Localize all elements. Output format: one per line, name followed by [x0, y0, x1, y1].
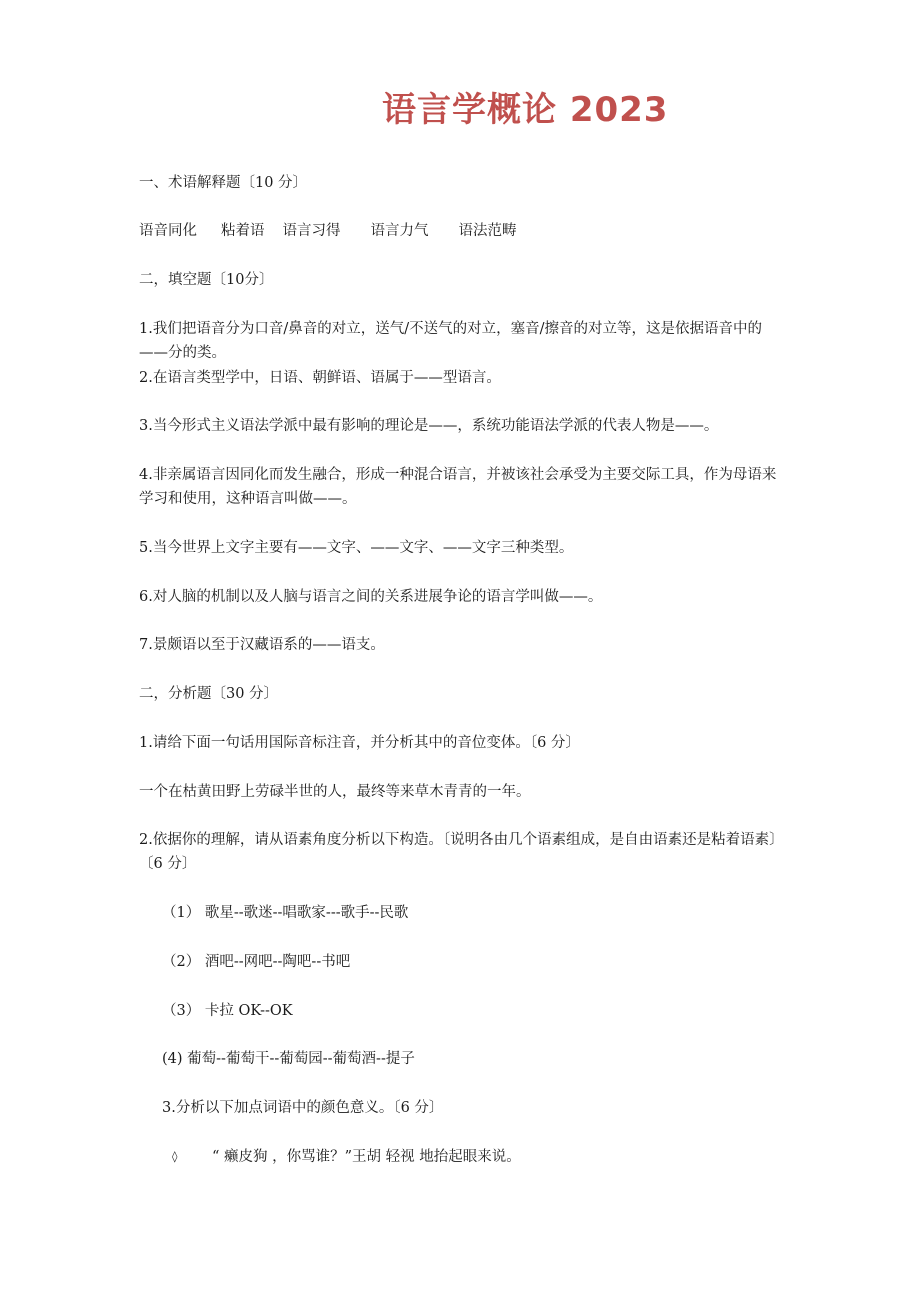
- morpheme-item-3: （3） 卡拉 OK--OK: [162, 1003, 293, 1019]
- analysis-question-2: 2.依据你的理解，请从语素角度分析以下构造。〔说明各由几个语素组成，是自由语素还是粘着语素〕〔6 分〕: [139, 832, 784, 872]
- term-item: 粘着语: [221, 223, 265, 239]
- fill-question-6: 6.对人脑的机制以及人脑与语言之间的关系进展争论的语言学叫做——。: [139, 589, 603, 605]
- section-heading-terms: 一、术语解释题〔10 分〕: [139, 175, 308, 191]
- section-heading-analysis: 二，分析题〔30 分〕: [139, 686, 279, 702]
- document-title: 语言学概论 2023: [382, 90, 669, 130]
- morpheme-item-4: (4) 葡萄--葡萄干--葡萄园--葡萄酒--提子: [162, 1051, 415, 1067]
- fill-question-5: 5.当今世界上文字主要有——文字、——文字、——文字三种类型。: [139, 540, 574, 556]
- fill-question-1: 1.我们把语音分为口音/鼻音的对立，送气/不送气的对立，塞音/擦音的对立等，这是依据语音中的——分的类。: [139, 321, 762, 361]
- analysis-sentence: 一个在枯黄田野上劳碌半世的人，最终等来草木青青的一年。: [139, 784, 531, 800]
- color-meaning-item: “ 癞皮狗 ，你骂谁？”王胡 轻视 地抬起眼来说。: [212, 1149, 521, 1165]
- term-item: 语法范畴: [458, 223, 517, 239]
- term-item: 语言习得: [282, 223, 341, 239]
- fill-question-2: 2.在语言类型学中，日语、朝鲜语、语属于——型语言。: [139, 370, 501, 386]
- morpheme-item-2: （2） 酒吧--网吧--陶吧--书吧: [162, 954, 351, 970]
- term-item: 语音同化: [139, 223, 197, 239]
- fill-question-3: 3.当今形式主义语法学派中最有影响的理论是——，系统功能语法学派的代表人物是——。: [139, 418, 719, 434]
- fill-question-7: 7.景颇语以至于汉藏语系的——语支。: [139, 637, 385, 653]
- morpheme-item-1: （1） 歌星--歌迷--唱歌家---歌手--民歌: [162, 905, 409, 921]
- fill-question-4: 4.非亲属语言因同化而发生融合，形成一种混合语言，并被该社会承受为主要交际工具，作为母语来学习和使用，这种语言叫做——。: [139, 467, 777, 507]
- term-item: 语言力气: [370, 223, 429, 239]
- analysis-question-1: 1.请给下面一句话用国际音标注音，并分析其中的音位变体。〔6 分〕: [139, 735, 580, 751]
- terms-list: [139, 219, 543, 243]
- analysis-question-3: 3.分析以下加点词语中的颜色意义。〔6 分〕: [162, 1100, 444, 1116]
- section-heading-fill: 二，填空题〔10分〕: [139, 272, 274, 288]
- bullet-icon: ◊: [172, 1150, 178, 1163]
